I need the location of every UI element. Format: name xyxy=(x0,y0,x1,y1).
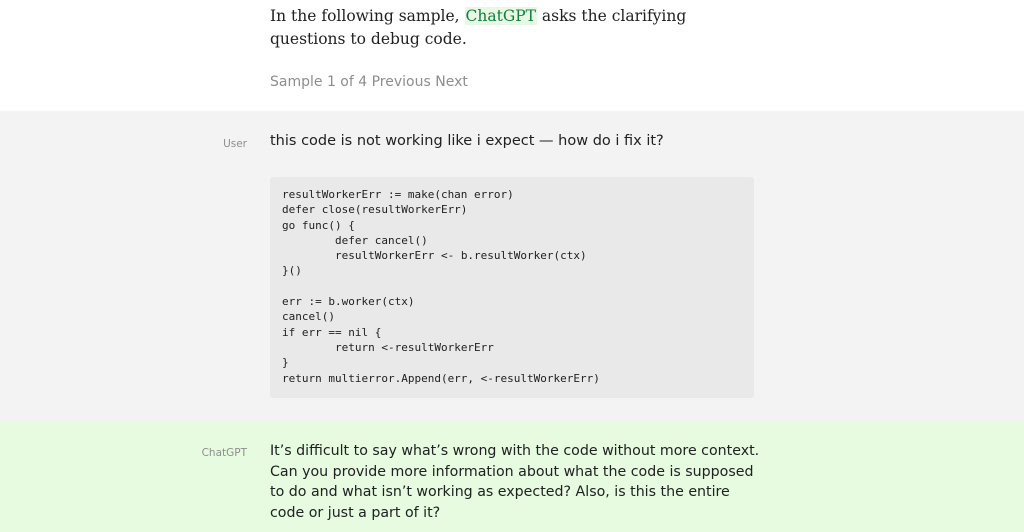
previous-link[interactable]: Previous xyxy=(371,74,431,90)
user-message-text: this code is not working like i expect — how do i fix it? xyxy=(270,133,664,149)
sample-counter: Sample 1 of 4 xyxy=(270,74,368,90)
sample-navigation xyxy=(270,74,468,90)
code-block xyxy=(270,177,754,398)
user-role-label: User xyxy=(223,138,247,150)
user-message-section xyxy=(0,111,1024,421)
intro-text-before: In the following sample, xyxy=(270,7,465,25)
chatgpt-link[interactable]: ChatGPT xyxy=(465,7,536,25)
next-link[interactable]: Next xyxy=(435,74,468,90)
intro-text xyxy=(270,5,750,51)
intro-text-after: asks the clarifying questions to debug code. xyxy=(270,7,687,48)
assistant-message-text: It’s difficult to say what’s wrong with the code without more context. Can you provide more information about what the code is supposed to do and what isn’t working as expected? Also, is this the entire code or just a part of it? xyxy=(270,443,760,521)
assistant-message-section xyxy=(0,421,1024,532)
code-content: resultWorkerErr := make(chan error) defer close(resultWorkerErr) go func() { defer cancel() resultWorkerErr <- b.resultWorker(ctx) }() err := b.worker(ctx) cancel() if err == nil { return <-resultWorkerErr } return multierror.Append(err, <-resultWorkerErr) xyxy=(282,188,600,385)
assistant-role-label: ChatGPT xyxy=(201,447,247,459)
intro-section xyxy=(0,0,1024,111)
